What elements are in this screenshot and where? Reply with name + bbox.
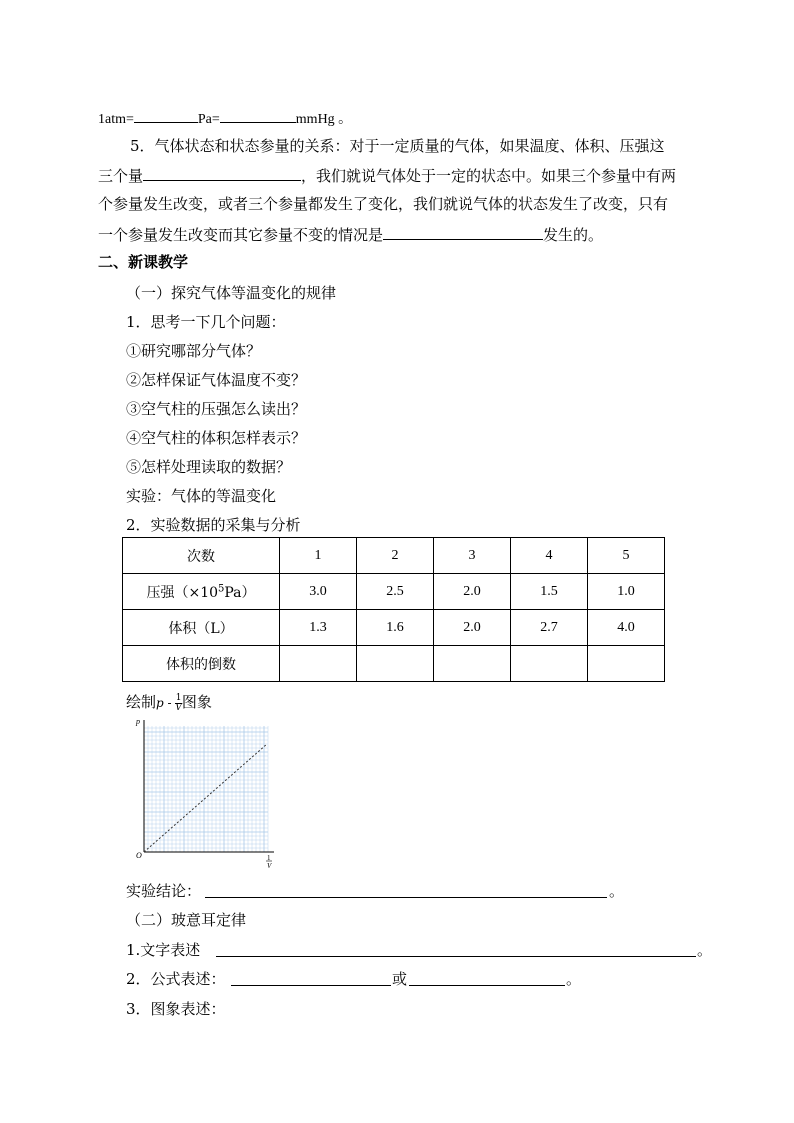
formula-line xyxy=(126,969,226,989)
empty-cell[interactable] xyxy=(511,646,588,682)
q5-line-4b: 发生的。 xyxy=(543,226,604,244)
header-cell: 2 xyxy=(357,538,434,574)
q5-line-4a: 一个参量发生改变而其它参量不变的情况是 xyxy=(98,226,384,244)
text-description-line xyxy=(126,940,200,960)
unit-pa: Pa= xyxy=(197,112,220,127)
draw-frac-num: 1 xyxy=(175,692,182,703)
table-cell: 2.0 xyxy=(434,574,511,610)
blank-conclusion[interactable] xyxy=(205,897,607,898)
table-cell: 4.0 xyxy=(588,610,665,646)
header-cell: 5 xyxy=(588,538,665,574)
blank-text-description[interactable] xyxy=(216,956,696,957)
question-4: ④空气柱的体积怎样表示？ xyxy=(126,429,307,447)
conclusion-end: 。 xyxy=(609,882,625,900)
empty-cell[interactable] xyxy=(588,646,665,682)
question-5: ⑤怎样处理读取的数据？ xyxy=(126,458,292,476)
header-cell: 4 xyxy=(511,538,588,574)
table-cell: 1.3 xyxy=(280,610,357,646)
x-axis-label-den: V xyxy=(267,862,272,870)
table-cell: 1.5 xyxy=(511,574,588,610)
experiment-title: 实验：气体的等温变化 xyxy=(126,487,277,505)
q5-line-3: 个参量发生改变，或者三个参量都发生了变化，我们就说气体的状态发生了改变，只有 xyxy=(98,195,669,213)
conclusion-line xyxy=(126,881,201,901)
y-axis-label: p xyxy=(136,717,140,726)
table-cell: 2.5 xyxy=(357,574,434,610)
draw-label: 绘制 xyxy=(126,693,157,711)
q5-line-1: 5．气体状态和状态参量的关系：对于一定质量的气体，如果温度、体积、压强这 xyxy=(130,137,665,155)
question-1: ①研究哪部分气体？ xyxy=(126,342,262,360)
unit-mmhg: mmHg 。 xyxy=(295,112,353,127)
table-row xyxy=(123,574,665,610)
text-description-label: 1.文字表述 xyxy=(126,941,201,959)
pressure-exponent: 5 xyxy=(218,582,225,594)
table-row xyxy=(123,646,665,682)
data-table xyxy=(122,537,665,682)
draw-p: p xyxy=(156,696,164,710)
empty-cell[interactable] xyxy=(434,646,511,682)
volume-label: 体积（L） xyxy=(123,610,280,646)
draw-frac-den: V xyxy=(175,702,182,713)
formula-label: 2．公式表述： xyxy=(126,970,226,988)
formula-or: 或 xyxy=(392,970,408,988)
table-cell: 1.0 xyxy=(588,574,665,610)
blank-formula-1[interactable] xyxy=(231,985,391,986)
blank-mmhg[interactable] xyxy=(220,106,296,123)
graph-grid xyxy=(144,726,268,852)
question-2: ②怎样保证气体温度不变？ xyxy=(126,371,307,389)
blank-state[interactable] xyxy=(143,164,301,181)
empty-cell[interactable] xyxy=(357,646,434,682)
text-description-end: 。 xyxy=(697,941,713,959)
empty-cell[interactable] xyxy=(280,646,357,682)
conclusion-label: 实验结论： xyxy=(126,882,202,900)
question-3: ③空气柱的压强怎么读出？ xyxy=(126,400,307,418)
subsection-heading-2: （二）玻意耳定律 xyxy=(126,911,247,929)
think-heading: 1．思考一下几个问题： xyxy=(126,313,286,331)
header-cell: 3 xyxy=(434,538,511,574)
q5-line-2a: 三个量 xyxy=(98,167,144,185)
pressure-label-b: Pa） xyxy=(224,584,256,601)
table-cell: 1.6 xyxy=(357,610,434,646)
draw-graph-title xyxy=(126,690,212,715)
x-axis-label-num: 1 xyxy=(267,854,271,862)
draw-dash: - xyxy=(163,696,176,710)
table-row xyxy=(123,538,665,574)
header-cell: 次数 xyxy=(123,538,280,574)
table-cell: 2.7 xyxy=(511,610,588,646)
pressure-label xyxy=(123,574,280,610)
data-analysis-title: 2．实验数据的采集与分析 xyxy=(126,516,301,534)
pressure-label-a: 压强（×10 xyxy=(146,584,219,601)
formula-end: 。 xyxy=(566,970,582,988)
subsection-heading-1: （一）探究气体等温变化的规律 xyxy=(126,284,337,302)
reciprocal-label: 体积的倒数 xyxy=(123,646,280,682)
q5-line-2b: ，我们就说气体处于一定的状态中。如果三个参量中有两 xyxy=(301,167,677,185)
blank-impossible[interactable] xyxy=(383,223,543,240)
section-heading-new-lesson: 二、新课教学 xyxy=(98,253,189,271)
table-cell: 2.0 xyxy=(434,610,511,646)
q5-line-2 xyxy=(98,164,676,186)
unit-conversion-line xyxy=(98,106,352,130)
header-cell: 1 xyxy=(280,538,357,574)
blank-pa[interactable] xyxy=(134,106,198,123)
table-cell: 3.0 xyxy=(280,574,357,610)
draw-label-b: 图象 xyxy=(181,693,212,711)
origin-label: O xyxy=(136,851,142,860)
blank-formula-2[interactable] xyxy=(409,985,565,986)
graph-dashed-line xyxy=(144,744,267,852)
p-v-graph xyxy=(132,716,282,872)
unit-atm: 1atm= xyxy=(98,112,134,127)
q5-line-4 xyxy=(98,223,603,245)
graph-description: 3．图象表述： xyxy=(126,1000,226,1018)
table-row xyxy=(123,610,665,646)
